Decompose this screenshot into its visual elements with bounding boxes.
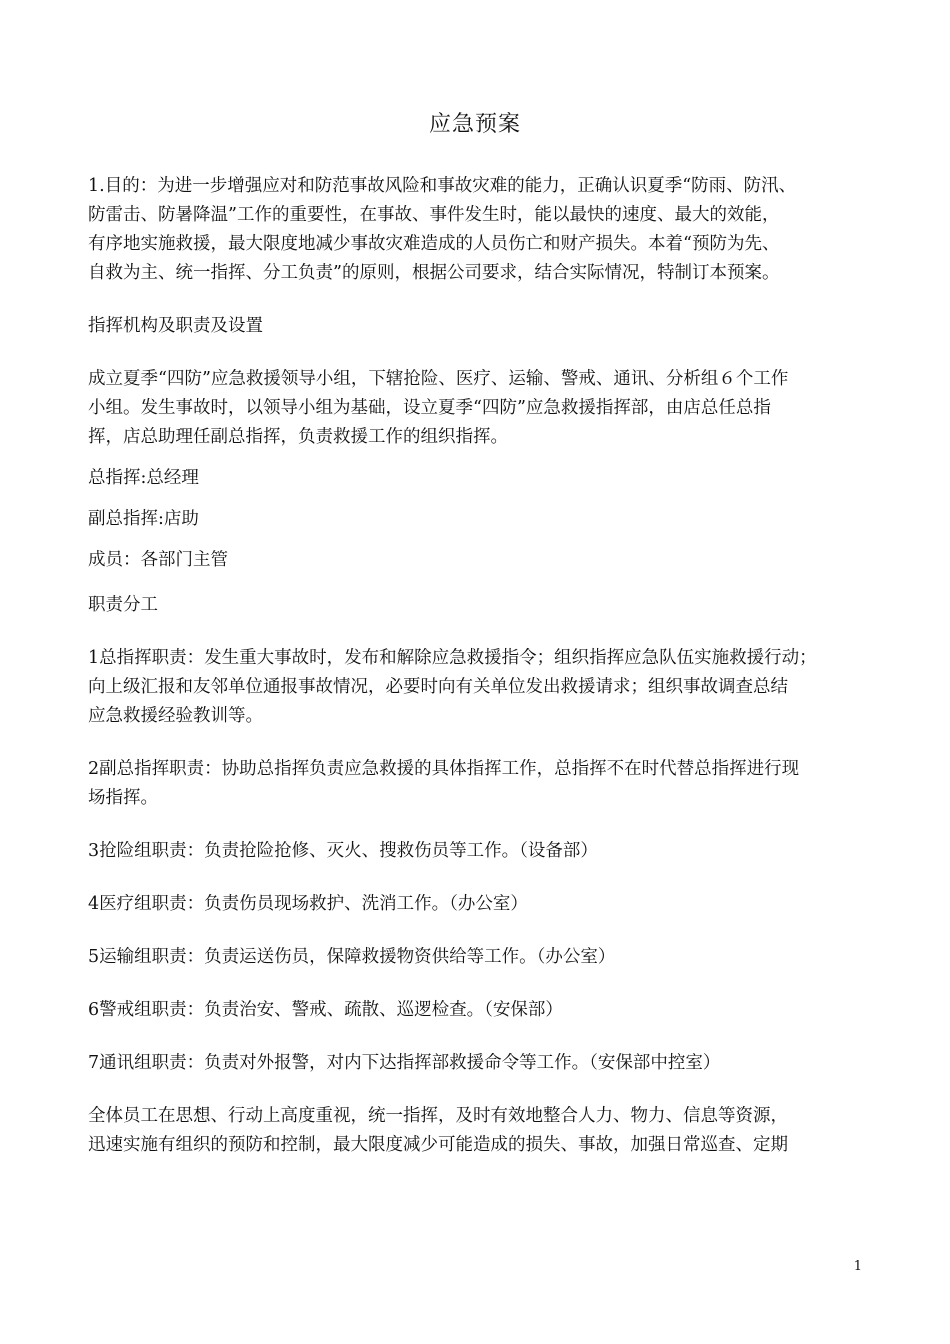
page-number: 1 [853,1259,862,1274]
deputy-commander-line: 副总指挥:店助 [88,509,199,529]
section-heading: 指挥机构及职责及设置 [88,316,263,336]
document-body [88,172,888,1160]
closing-paragraph [88,1102,888,1160]
duties-heading: 职责分工 [88,595,158,615]
text-line: 有序地实施救援，最大限度地减少事故灾难造成的人员伤亡和财产损失。本着“预防为先、 [88,234,780,254]
text-line: 1.目的：为进一步增强应对和防范事故风险和事故灾难的能力，正确认识夏季“防雨、防汛、 [88,176,797,196]
text-line: 2副总指挥职责：协助总指挥负责应急救援的具体指挥工作，总指挥不在时代替总指挥进行现 [88,759,800,779]
duty-7-line: 7通讯组职责：负责对外报警，对内下达指挥部救援命令等工作。（安保部中控室） [88,1053,721,1073]
text-line: 小组。发生事故时，以领导小组为基础，设立夏季“四防”应急救援指挥部，由店总任总指 [88,398,771,418]
duty-4-line: 4医疗组职责：负责伤员现场救护、洗消工作。（办公室） [88,894,528,914]
duty-5-line: 5运输组职责：负责运送伤员，保障救援物资供给等工作。（办公室） [88,947,616,967]
duty-1-paragraph [88,644,888,731]
duty-3-line: 3抢险组职责：负责抢险抢修、灭火、搜救伤员等工作。（设备部） [88,841,598,861]
text-line: 1总指挥职责：发生重大事故时，发布和解除应急救援指令；组织指挥应急队伍实施救援行动； [88,648,817,668]
commander-line: 总指挥:总经理 [88,468,199,488]
members-line: 成员：各部门主管 [88,550,228,570]
text-line: 应急救援经验教训等。 [88,706,263,726]
duty-6-line: 6警戒组职责：负责治安、警戒、疏散、巡逻检查。（安保部） [88,1000,563,1020]
purpose-paragraph [88,172,888,288]
text-line: 全体员工在思想、行动上高度重视，统一指挥，及时有效地整合人力、物力、信息等资源， [88,1106,788,1126]
text-line: 挥，店总助理任副总指挥，负责救援工作的组织指挥。 [88,427,508,447]
text-line: 场指挥。 [88,788,158,808]
duty-2-paragraph [88,755,888,813]
text-line: 成立夏季“四防”应急救援领导小组，下辖抢险、医疗、运输、警戒、通讯、分析组６个工作 [88,369,789,389]
organization-paragraph [88,365,888,452]
text-line: 防雷击、防暑降温”工作的重要性，在事故、事件发生时，能以最快的速度、最大的效能， [88,205,780,225]
text-line: 自救为主、统一指挥、分工负责”的原则，根据公司要求，结合实际情况，特制订本预案。 [88,263,780,283]
document-title: 应急预案 [428,112,521,137]
text-line: 向上级汇报和友邻单位通报事故情况，必要时向有关单位发出救援请求；组织事故调查总结 [88,677,788,697]
text-line: 迅速实施有组织的预防和控制，最大限度减少可能造成的损失、事故，加强日常巡查、定期 [88,1135,788,1155]
